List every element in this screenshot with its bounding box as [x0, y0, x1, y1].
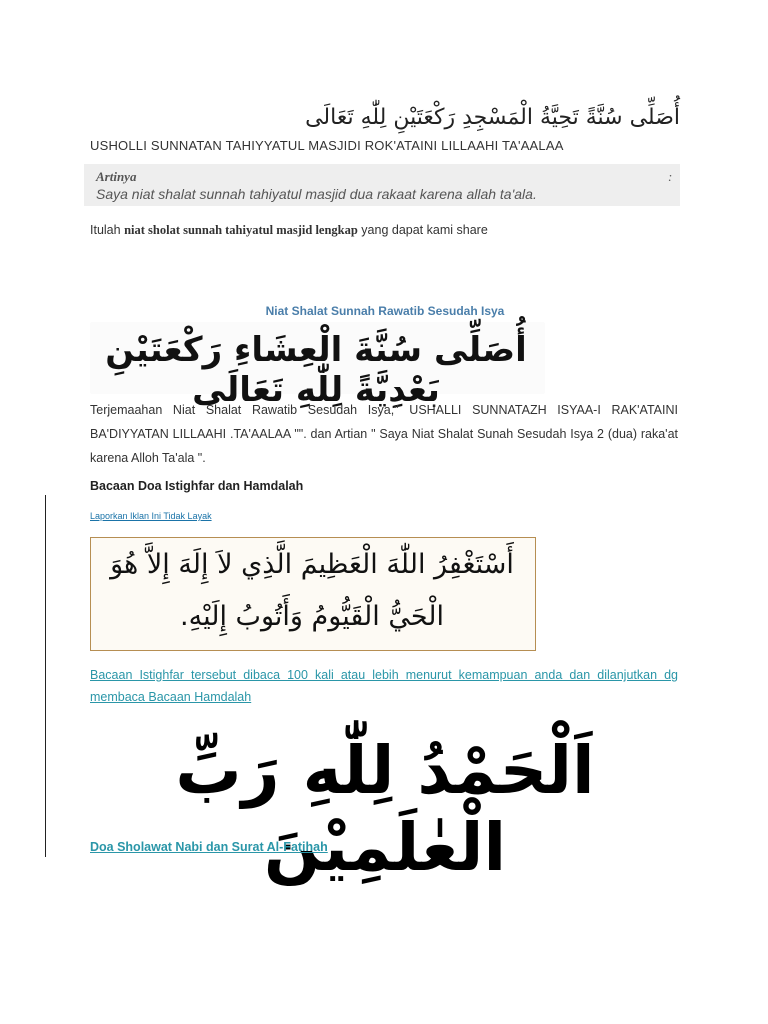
arabic-niat-tahiyyat: أُصَلِّى سُنَّةً تَحِيَّةُ الْمَسْجِدِ رَكْعَتَيْنِ لِلّٰهِ تَعَالَى: [305, 105, 680, 130]
translation-colon: :: [668, 169, 673, 184]
istighfar-arabic-line-2: الْحَيُّ الْقَيُّومُ وَأَتُوبُ إِلَيْهِ.: [180, 601, 444, 632]
report-ad-link[interactable]: Laporkan Iklan Ini Tidak Layak: [90, 511, 212, 521]
transliteration-tahiyyat: USHOLLI SUNNATAN TAHIYYATUL MASJIDI ROK'ATAINI LILLAAHI TA'AALAA: [90, 138, 564, 153]
closing-bold-phrase: niat sholat sunnah tahiyatul masjid lengkap: [124, 223, 358, 237]
hamdalah-arabic: اَلْحَمْدُ لِلّٰهِ رَبِّ الْعٰلَمِيْنَ: [175, 732, 595, 886]
rawatib-translation-paragraph: Terjemaahan Niat Shalat Rawatib Sesudah Isya," USHALLI SUNNATAZH ISYAA-I RAK'ATAINI BA'DIYYATAN LILLAAHI .TA'AALAA "". dan Artian " Saya Niat Shalat Sunah Sesudah Isya 2 (dua) raka'at karena Alloh Ta'ala ".: [90, 403, 678, 465]
translation-text: Saya niat shalat sunnah tahiyatul masjid dua rakaat karena allah ta'ala.: [96, 186, 537, 202]
istighfar-note-link[interactable]: Bacaan Istighfar tersebut dibaca 100 kali atau lebih menurut kemampuan anda dan dilanjutkan dg membaca Bacaan Hamdalah: [90, 668, 678, 704]
closing-sentence: [90, 223, 488, 238]
arabic-rawatib-image: [90, 322, 545, 410]
istighfar-heading: Bacaan Doa Istighfar dan Hamdalah: [90, 479, 304, 493]
left-margin-rule: [45, 495, 46, 857]
closing-prefix: Itulah: [90, 223, 125, 237]
translation-label: Artinya: [96, 169, 137, 184]
sholawat-link[interactable]: Doa Sholawat Nabi dan Surat Al-Fatihah: [90, 840, 328, 854]
rawatib-heading: Niat Shalat Sunnah Rawatib Sesudah Isya: [265, 304, 505, 318]
istighfar-arabic-line-1: أَسْتَغْفِرُ اللّٰهَ الْعَظِيمَ الَّذِي لاَ إِلَهَ إِلاَّ هُوَ: [110, 549, 514, 580]
arabic-rawatib-text: أُصَلِّى سُنَّةَ الْعِشَاءِ رَكْعَتَيْنِ بَعْدِيَّةً لِلّٰهِ تَعَالَى: [105, 330, 527, 410]
closing-suffix: yang dapat kami share: [357, 223, 488, 237]
